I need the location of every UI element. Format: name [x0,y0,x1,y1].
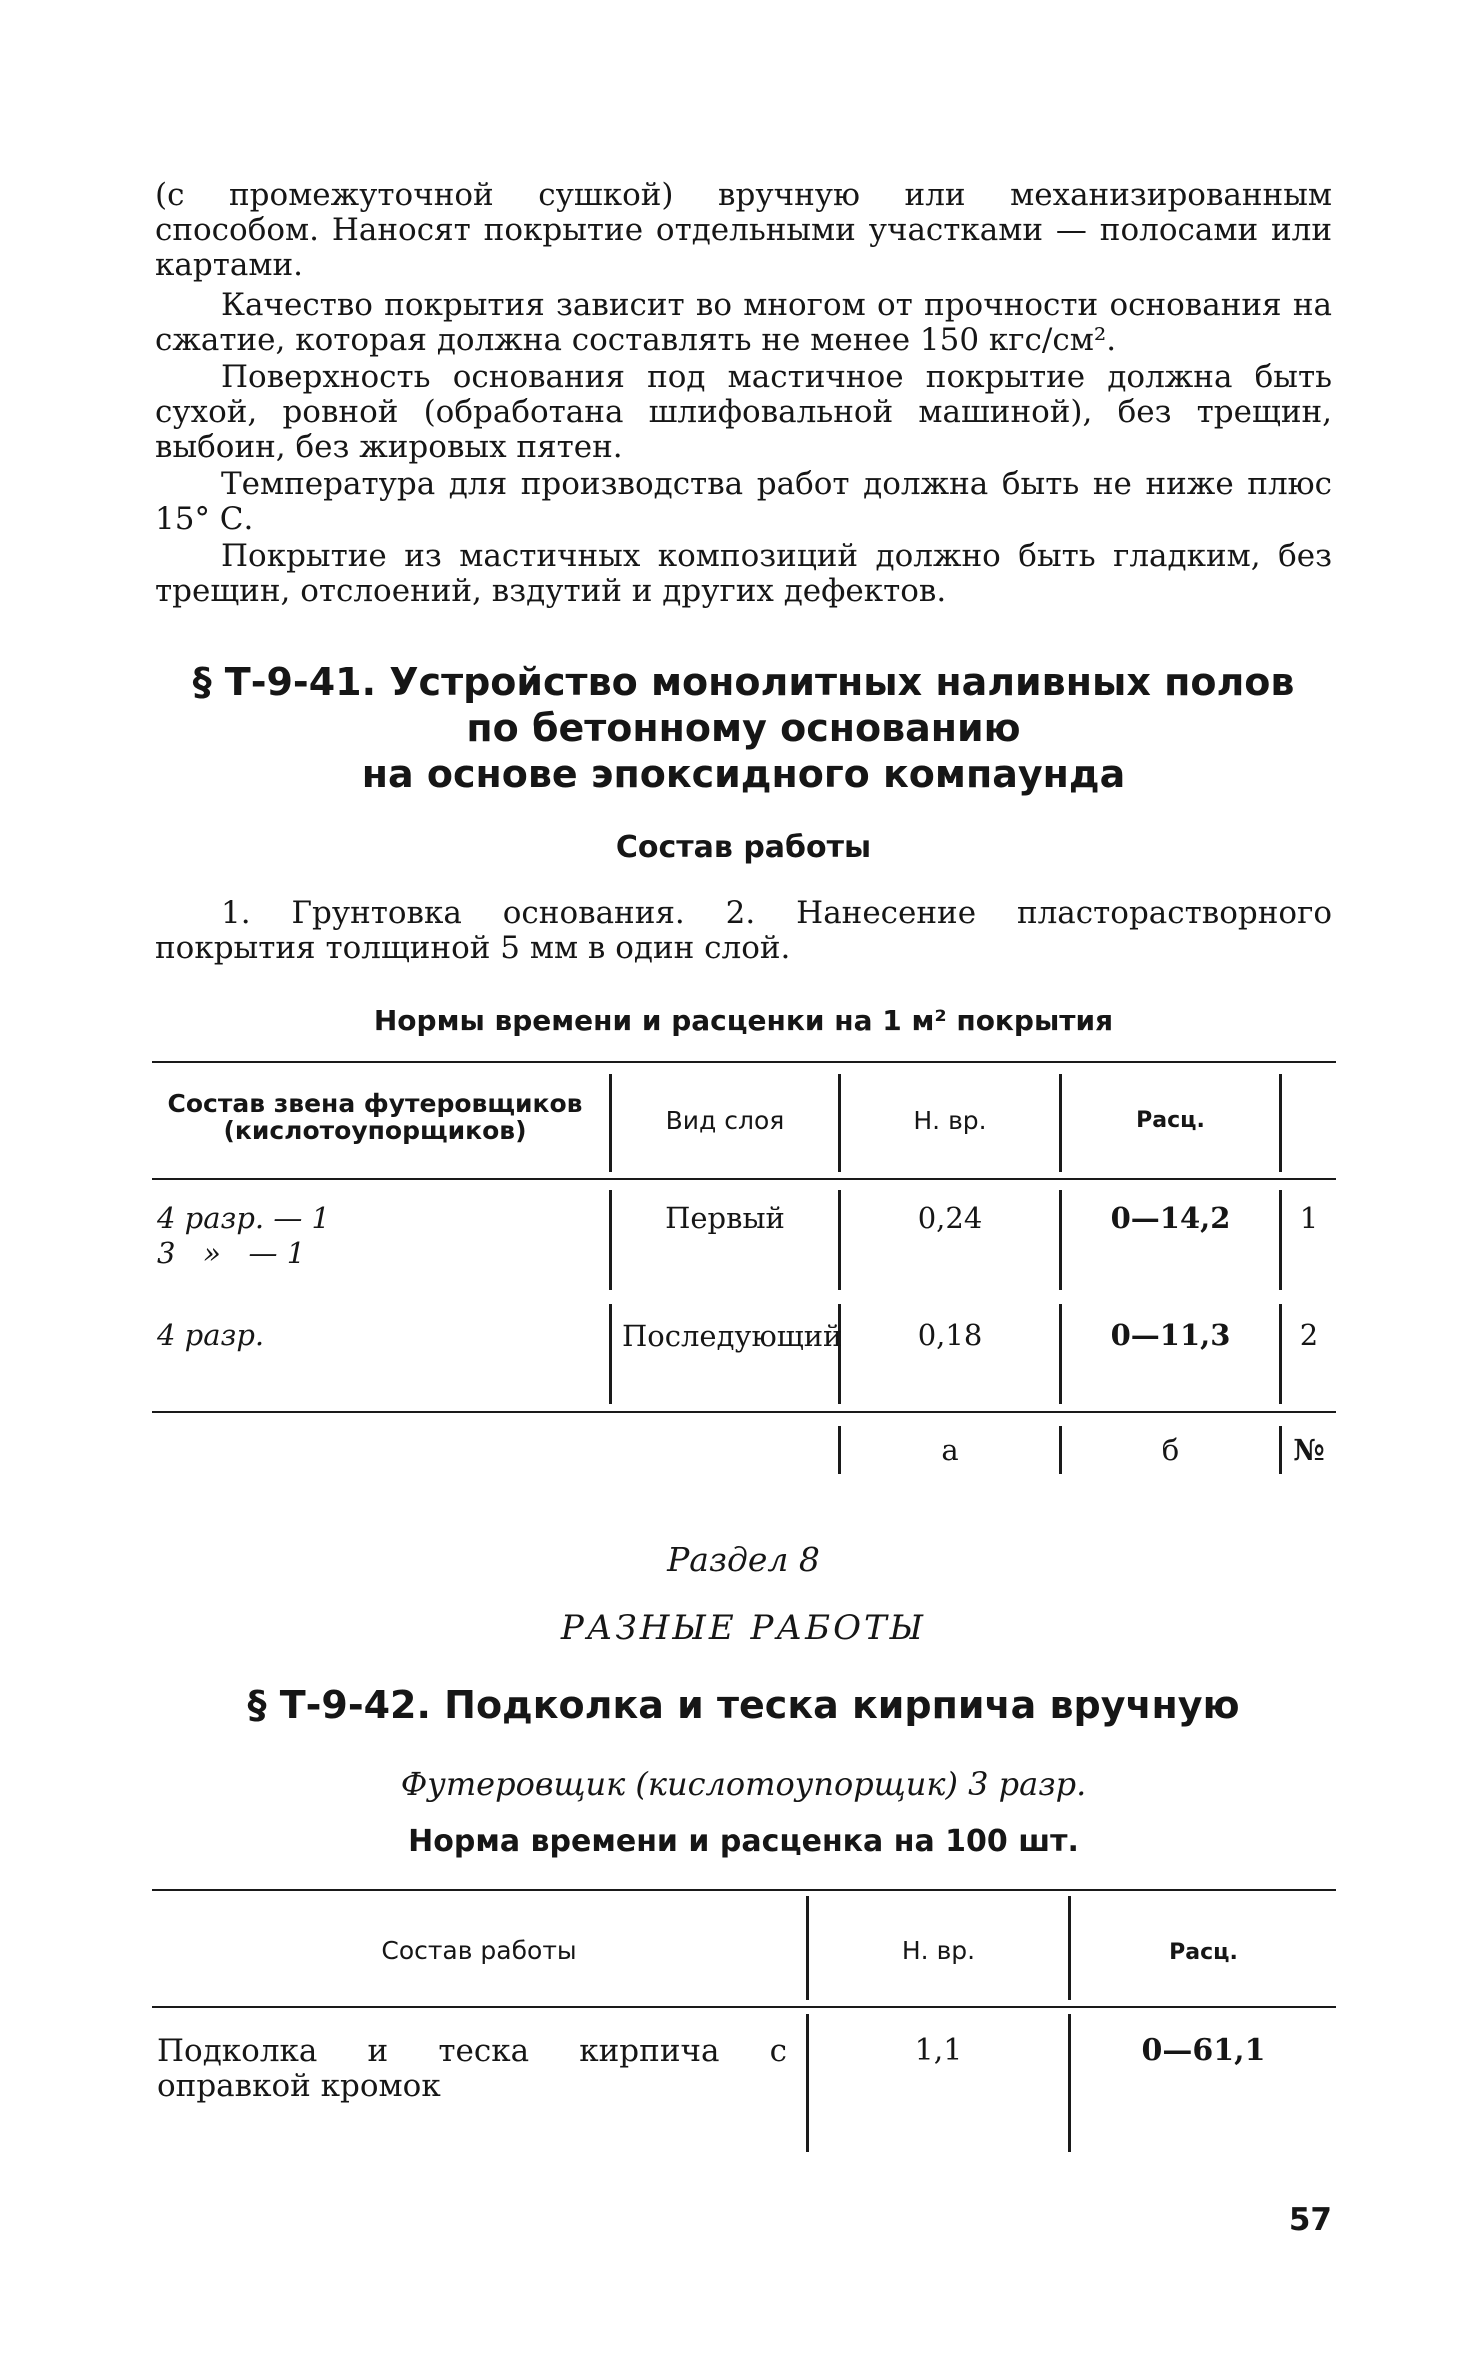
intro-paragraph-1: (с промежуточной сушкой) вручную или механизированным способом. Наносят покрытие отдельными участками — полосами или картами. [155,177,1332,283]
table-41-top-rule [152,1061,1336,1063]
table-41-row-2-layer: Последующий [622,1319,843,1353]
table-41-row-1-crew-line-1: 4 разр. — 1 [157,1201,331,1235]
section-41-title-line-3: на основе эпоксидного компаунда [361,752,1126,796]
table-41-row-1-num: 1 [1299,1201,1319,1235]
intro-paragraph-4: Температура для производства работ должна быть не ниже плюс 15° С. [155,466,1332,537]
table-41-row-2-num: 2 [1299,1318,1319,1352]
table-41-row-1-crew-line-2: 3 » — 1 [157,1236,306,1270]
table-41-caption: Нормы времени и расценки на 1 м² покрытия [373,1004,1114,1037]
table-41-footer-b: б [1161,1433,1180,1467]
table-41-footer-a: а [941,1433,959,1467]
table-42-row-1-work: Подколка и теска кирпича с оправкой кромок [157,2033,787,2104]
table-41-row-2-time: 0,18 [917,1318,983,1352]
table-41-bottom-rule [152,1411,1336,1413]
table-42-row-1-time: 1,1 [914,2033,963,2068]
table-41-footer-num: № [1293,1433,1325,1467]
table-41-row-1-time: 0,24 [917,1201,983,1235]
section-41-title-line-2: по бетонному основанию [466,706,1021,750]
table-41-header-rate: Расц. [1136,1108,1205,1133]
table-42-caption: Норма времени и расценка на 100 шт. [408,1824,1079,1859]
work-composition-heading: Состав работы [615,830,872,865]
table-41-row-1-layer: Первый [665,1201,785,1235]
table-41-header-rule [152,1178,1336,1180]
table-41-header-time: Н. вр. [913,1106,987,1135]
table-41-header-layer: Вид слоя [665,1106,785,1135]
work-composition-text: 1. Грунтовка основания. 2. Нанесение пласторастворного покрытия толщиной 5 мм в один слой. [155,895,1332,966]
intro-paragraph-3: Поверхность основания под мастичное покрытие должна быть сухой, ровной (обработана шлифовальной машиной), без трещин, выбоин, без жировых пятен. [155,359,1332,465]
table-41-col-divider [609,1304,612,1404]
section-41-title-line-1: § Т-9-41. Устройство монолитных наливных полов [192,660,1295,704]
division-title: РАЗНЫЕ РАБОТЫ [560,1608,927,1648]
table-42-top-rule [152,1889,1336,1891]
table-42-header-rate: Расц. [1169,1940,1238,1965]
table-41-header-crew: Состав звена футеровщиков (кислотоупорщиков) [167,1089,583,1145]
table-41-col-divider [1279,1074,1282,1172]
intro-paragraph-5: Покрытие из мастичных композиций должно быть гладким, без трещин, отслоений, вздутий и других дефектов. [155,538,1332,609]
table-41-row-2-crew-line-1: 4 разр. [157,1318,265,1352]
page-number: 57 [1288,2202,1332,2238]
table-42-row-1-rate: 0—61,1 [1141,2033,1266,2068]
intro-paragraph-2: Качество покрытия зависит во многом от прочности основания на сжатие, которая должна составлять не менее 150 кгс/см². [155,287,1332,358]
worker-grade: Футеровщик (кислотоупорщик) 3 разр. [400,1765,1087,1803]
table-42-header-time: Н. вр. [901,1936,976,1965]
division-label: Раздел 8 [667,1540,820,1579]
table-42-header-work: Состав работы [381,1936,577,1965]
table-42-header-rule [152,2006,1336,2008]
table-41-row-1-rate: 0—14,2 [1110,1201,1231,1235]
section-42-title: § Т-9-42. Подколка и теска кирпича вручную [247,1683,1240,1727]
table-41-row-2-rate: 0—11,3 [1110,1318,1231,1352]
